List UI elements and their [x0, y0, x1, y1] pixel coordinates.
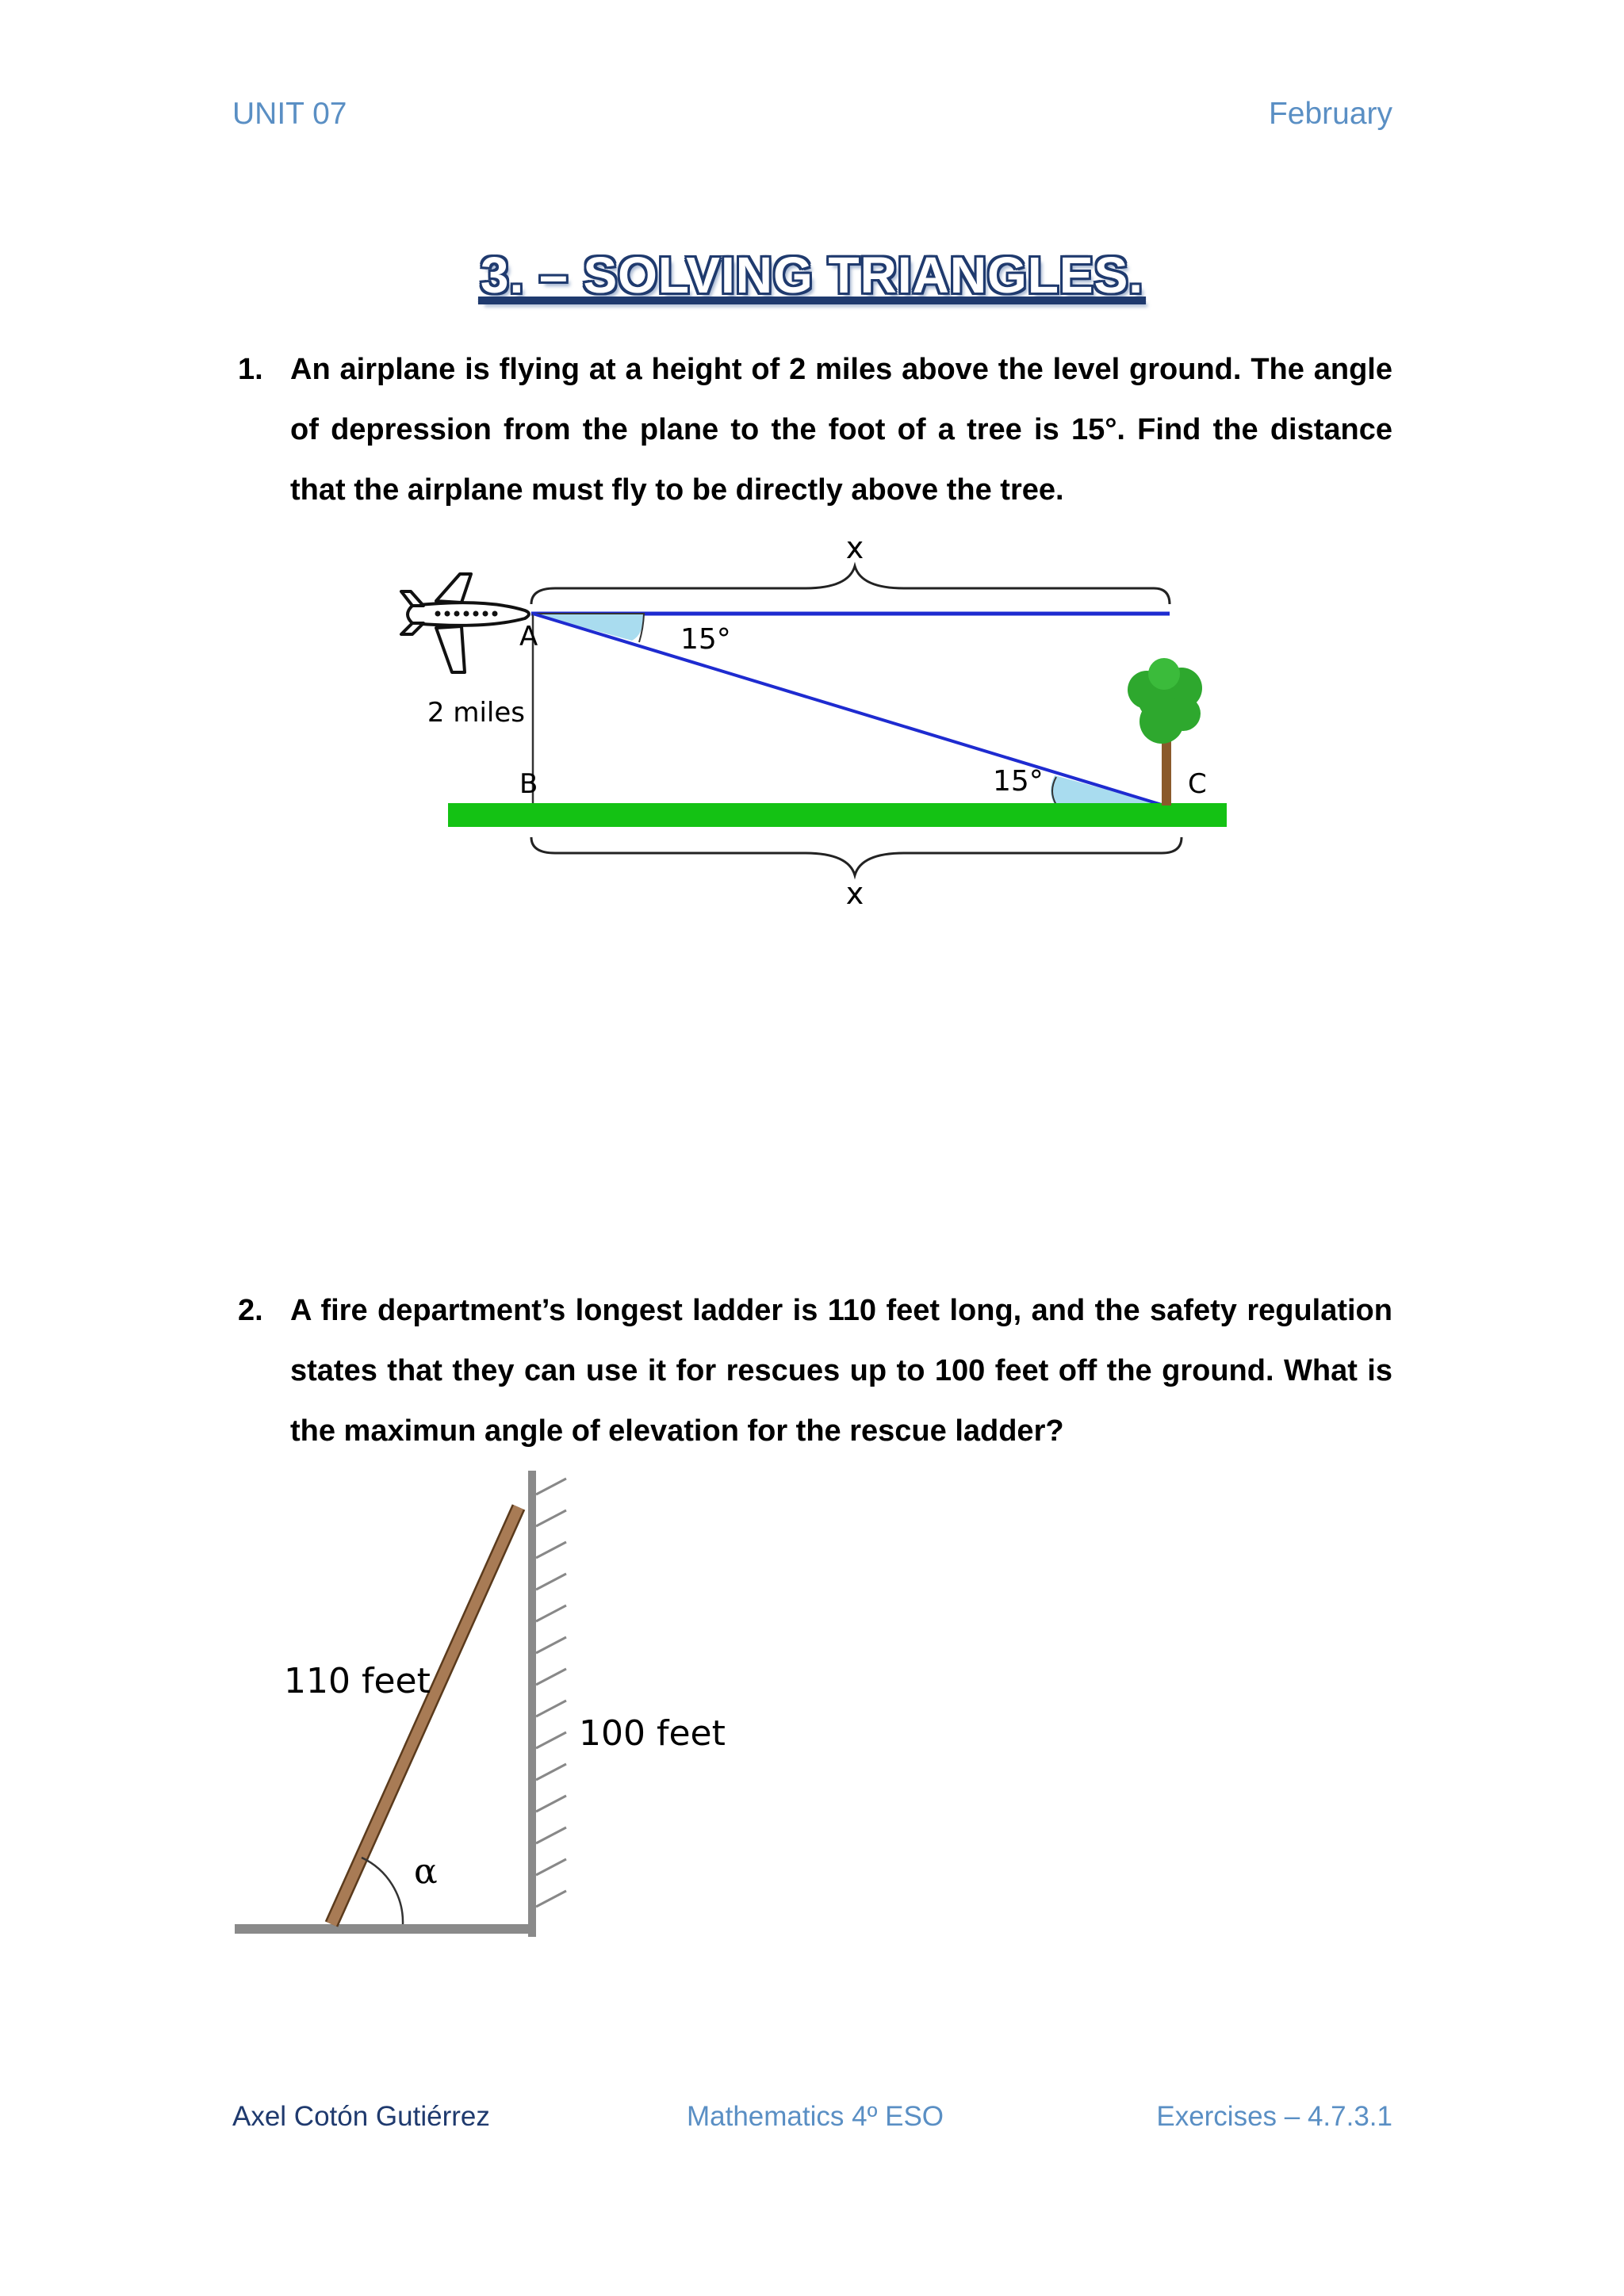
wall-hatching [536, 1479, 566, 1907]
section-title: 3. – SOLVING TRIANGLES. [480, 247, 1144, 304]
wall-height-label: 100 feet [579, 1713, 726, 1754]
airplane-icon [401, 574, 529, 672]
alpha-label: α [414, 1851, 438, 1892]
header-month: February [1268, 97, 1392, 131]
alpha-arc [362, 1858, 403, 1924]
point-b-label: B [519, 768, 538, 800]
airplane-tree-diagram [389, 523, 1245, 920]
top-angle-label: 15° [680, 623, 731, 656]
footer-course: Mathematics 4º ESO [687, 2101, 944, 2132]
header-unit: UNIT 07 [232, 97, 347, 131]
height-label: 2 miles [427, 697, 525, 729]
problem-text: An airplane is flying at a height of 2 miles above the level ground. The angle of depression from the plane to the foot of a tree is 15°. Find the distance that the airplane must fly to be directly above the tree. [290, 353, 1392, 507]
problem-number: 1. [238, 353, 263, 386]
wall [528, 1471, 536, 1937]
bottom-angle-label: 15° [993, 765, 1044, 798]
point-a-label: A [519, 621, 538, 652]
top-x-label: x [845, 530, 864, 565]
problem-1 [238, 339, 1392, 520]
ladder-length-label: 110 feet [284, 1661, 431, 1701]
ladder-diagram [230, 1463, 753, 1938]
problem-2 [238, 1280, 1392, 1461]
top-brace [531, 566, 1170, 604]
point-c-label: C [1188, 768, 1207, 800]
bottom-x-label: x [845, 876, 864, 911]
sight-line [533, 614, 1162, 805]
problem-number: 2. [238, 1294, 263, 1327]
ground [448, 803, 1227, 827]
footer-exercise-ref: Exercises – 4.7.3.1 [1156, 2101, 1392, 2132]
bottom-brace [531, 837, 1182, 875]
ground [235, 1924, 536, 1934]
problem-text: A fire department’s longest ladder is 110 feet long, and the safety regulation states that they can use it for rescues up to 100 feet off the ground. What is the maximun angle of elevation for the rescue ladder? [290, 1294, 1392, 1448]
footer-author: Axel Cotón Gutiérrez [232, 2101, 490, 2132]
